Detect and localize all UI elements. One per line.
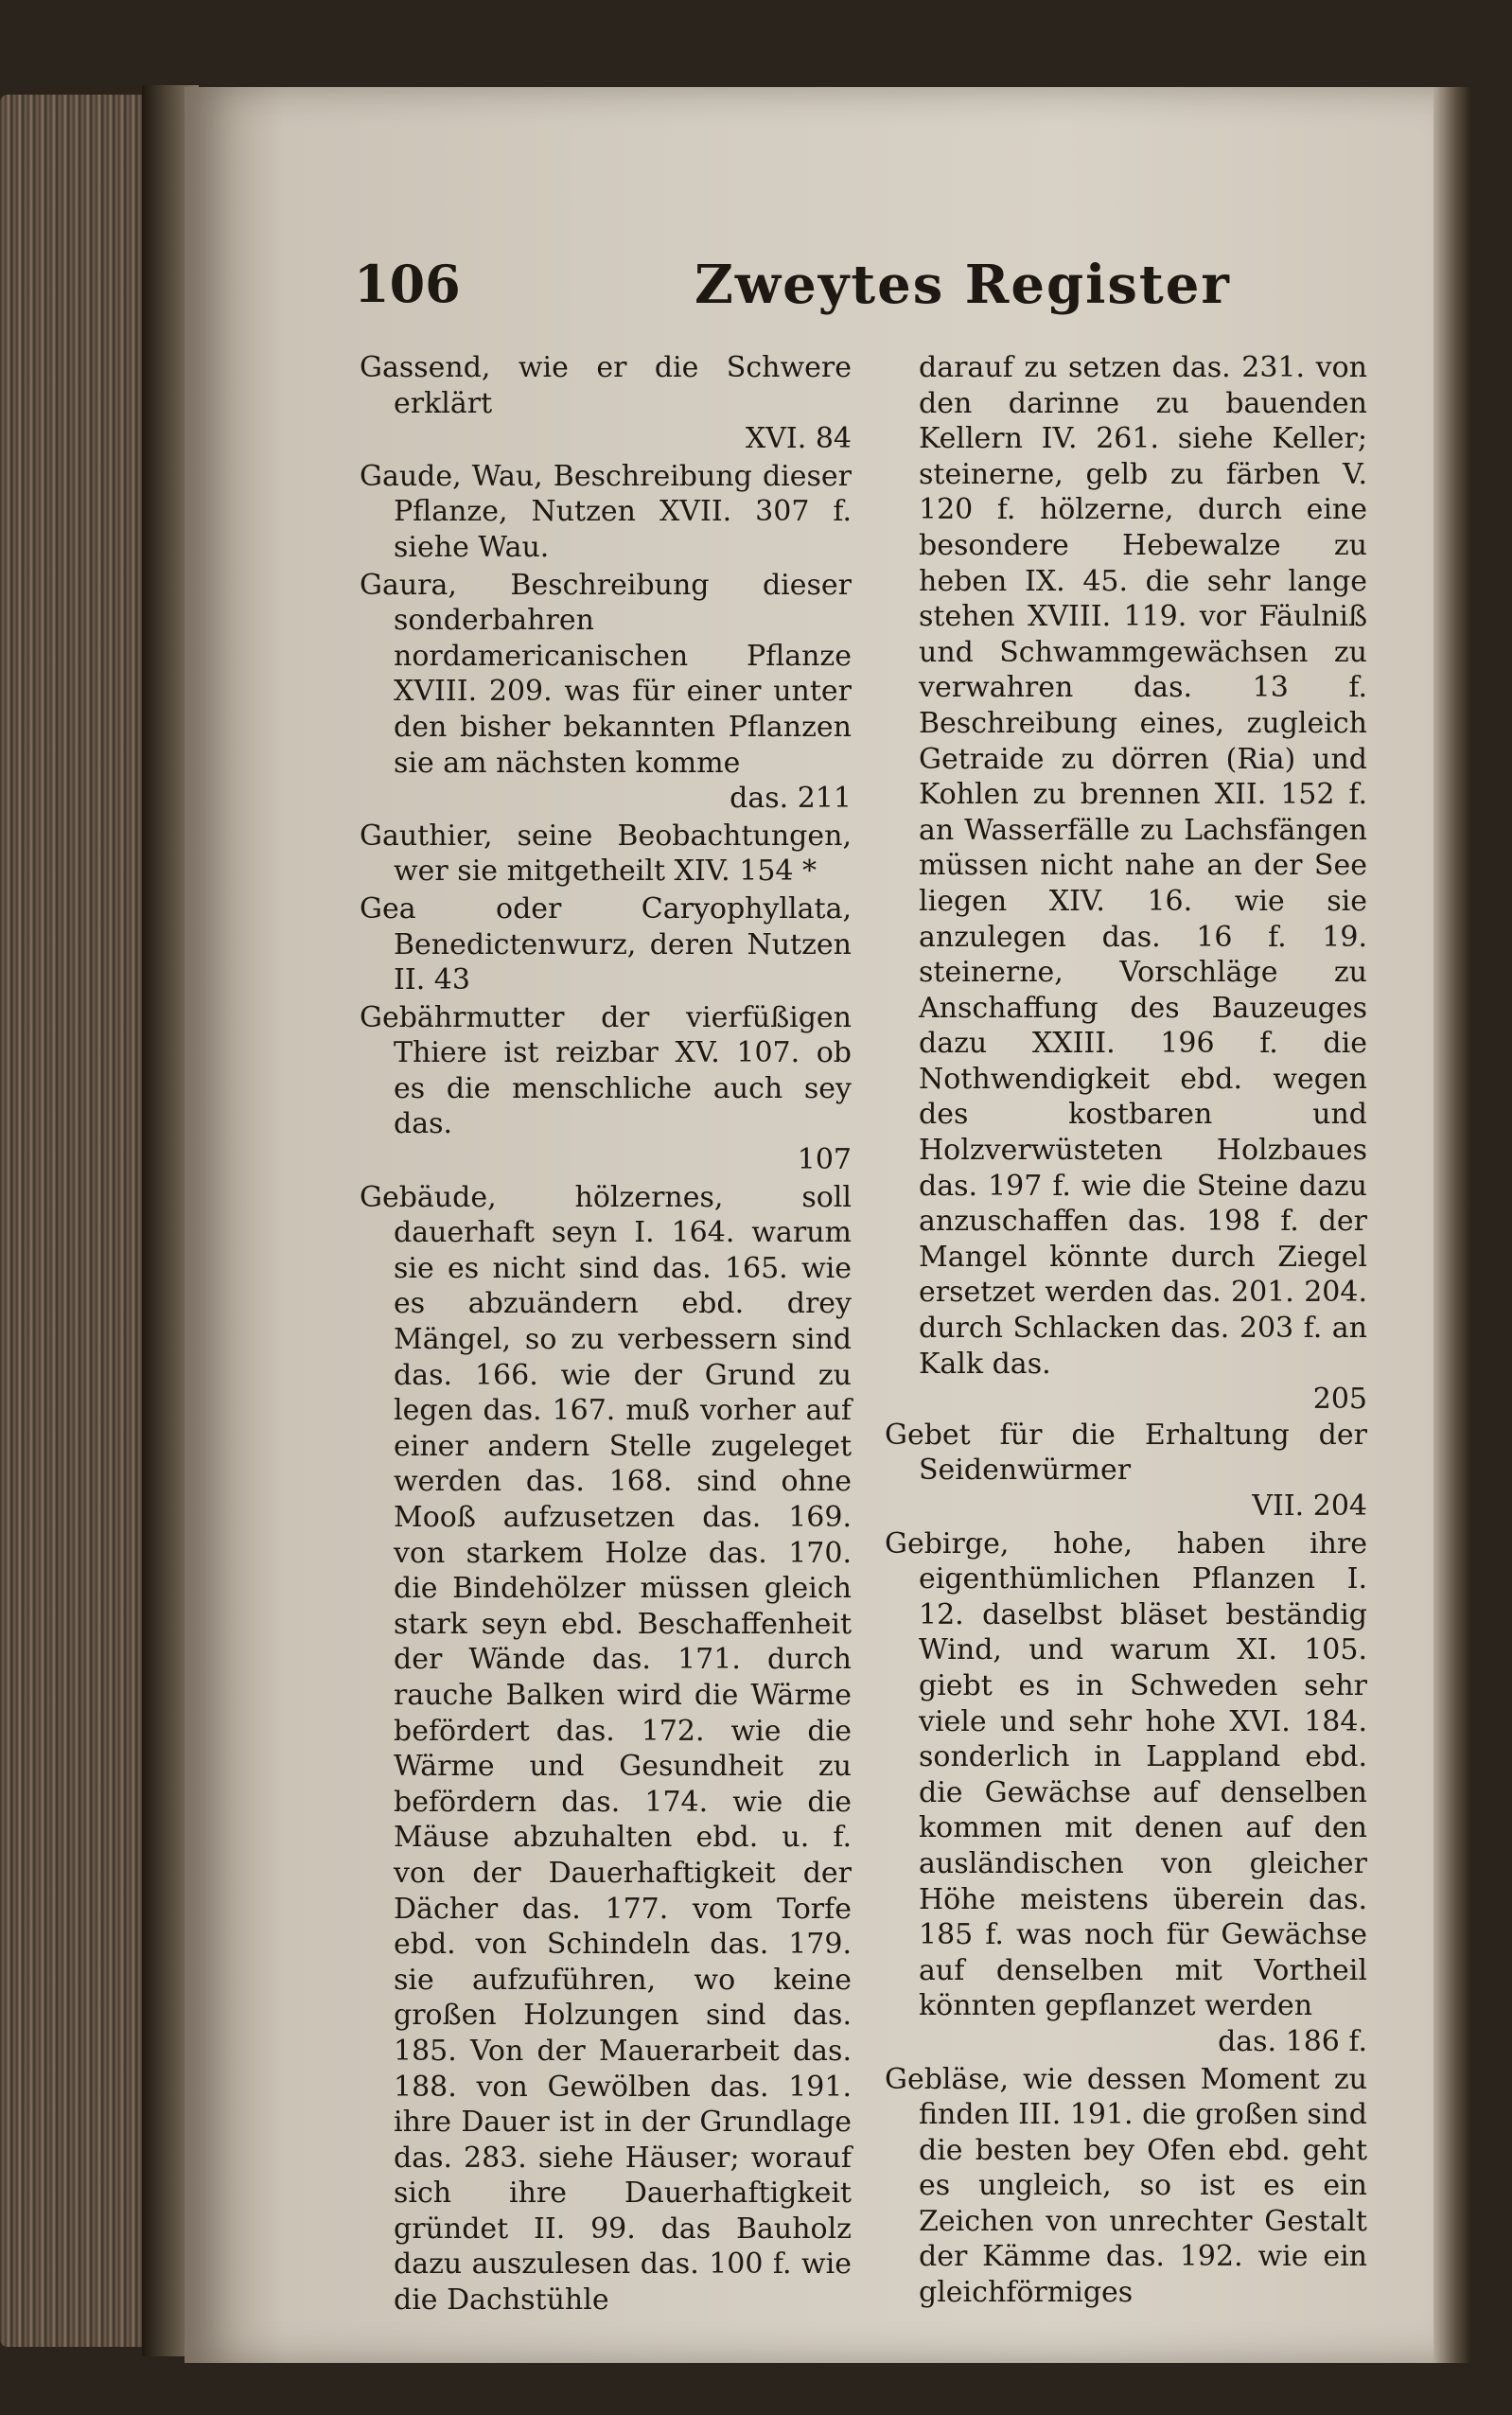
- index-entry-gebaeude-continued: darauf zu setzen das. 231. von den darinne zu bauenden Kellern IV. 261. siehe Keller; steinerne, gelb zu färben V. 120 f. hölzerne, durch eine besondere Hebewalze zu heben IX. 45. die sehr lange stehen XVIII. 119. vor Fäulniß und Schwammgewächsen zu verwahren das. 13 f. Beschreibung eines, zugleich Getraide zu dörren (Ria) und Kohlen zu brennen XII. 152 f. an Wasserfälle zu Lachsfängen müssen nicht nahe an der See liegen XIV. 16. wie sie anzulegen das. 16 f. 19. steinerne, Vorschläge zu Anschaffung des Bauzeuges dazu XXIII. 196 f. die Nothwendigkeit ebd. wegen des kostbaren und Holzverwüsteten Holzbaues das. 197 f. wie die Steine dazu anzuschaffen das. 198 f. der Mangel könnte durch Ziegel ersetzet werden das. 201. 204. durch Schlacken das. 203 f. an Kalk das. 205: [919, 351, 1367, 1417]
- entry-ref: 107: [797, 1143, 852, 1177]
- left-column: [360, 350, 852, 2320]
- page-header: [354, 254, 1395, 329]
- entry-ref: VII. 204: [1252, 1490, 1367, 1523]
- index-entry-gea: Gea oder Caryophyllata, Benedictenwurz, deren Nutzen II. 43: [360, 891, 852, 997]
- index-entry-gebaeude: Gebäude, hölzernes, soll dauerhaft seyn I. 164. warum sie es nicht sind das. 165. wie es abzuändern ebd. drey Mängel, so zu verbessern sind das. 166. wie der Grund zu legen das. 167. muß vorher auf einer andern Stelle zugeleget werden das. 168. sind ohne Mooß aufzusetzen das. 169. von starkem Holze das. 170. die Bindehölzer müssen gleich stark seyn ebd. Beschaffenheit der Wände das. 171. durch rauche Balken wird die Wärme befördert das. 172. wie die Wärme und Gesundheit zu befördern das. 174. wie die Mäuse abzuhalten ebd. u. f. von der Dauerhaftigkeit der Dächer das. 177. vom Torfe ebd. von Schindeln das. 179. sie aufzuführen, wo keine großen Holzungen sind das. 185. Von der Mauerarbeit das. 188. von Gewölben das. 191. ihre Dauer ist in der Grundlage das. 283. siehe Häuser; worauf sich ihre Dauerhaftigkeit gründet II. 99. das Bauholz dazu auszulesen das. 100 f. wie die Dachstühle: [360, 1180, 852, 2318]
- entry-ref: XVI. 84: [745, 422, 852, 456]
- page-right-edge: [1433, 87, 1471, 2363]
- index-entry-gebirge: Gebirge, hohe, haben ihre eigenthümlichen Pflanzen I. 12. daselbst bläset beständig Wind, und warum XI. 105. giebt es in Schweden sehr viele und sehr hohe XVI. 184. sonderlich in Lappland ebd. die Gewächse auf denselben kommen mit denen auf den ausländischen von gleicher Höhe meistens überein das. 185 f. was noch für Gewächse auf denselben mit Vortheil könnten gepflanzet werden das. 186 f.: [885, 1526, 1367, 2058]
- index-entry-gaude: Gaude, Wau, Beschreibung dieser Pflanze, Nutzen XVII. 307 f. siehe Wau.: [360, 459, 852, 564]
- right-column: [885, 350, 1367, 2313]
- page-number: 106: [354, 254, 461, 314]
- index-entry-gebaehrmutter: Gebährmutter der vierfüßigen Thiere ist reizbar XV. 107. ob es die menschliche auch sey das. 107: [360, 1000, 852, 1177]
- index-entry-gauthier: Gauthier, seine Beobachtungen, wer sie mitgetheilt XIV. 154 *: [360, 819, 852, 889]
- index-entry-gassend: Gassend, wie er die Schwere erklärt XVI. 84: [360, 351, 852, 456]
- index-entry-gebet: Gebet für die Erhaltung der Seidenwürmer VII. 204: [885, 1418, 1367, 1523]
- book-page-edges: [0, 95, 161, 2347]
- entry-ref: das. 211: [730, 782, 852, 816]
- entry-ref: das. 186 f.: [1218, 2024, 1367, 2058]
- index-entry-gaura: Gaura, Beschreibung dieser sonderbahren nordamericanischen Pflanze XVIII. 209. was für einer unter den bisher bekannten Pflanzen sie am nächsten komme das. 211: [360, 568, 852, 816]
- running-head: Zweytes Register: [694, 254, 1231, 316]
- entry-ref: 205: [1312, 1383, 1367, 1417]
- index-entry-geblaese: Gebläse, wie dessen Moment zu finden III. 191. die großen sind die besten bey Ofen ebd. geht es ungleich, so ist es ein Zeichen von unrechter Gestalt der Kämme das. 192. wie ein gleichförmiges: [885, 2062, 1367, 2310]
